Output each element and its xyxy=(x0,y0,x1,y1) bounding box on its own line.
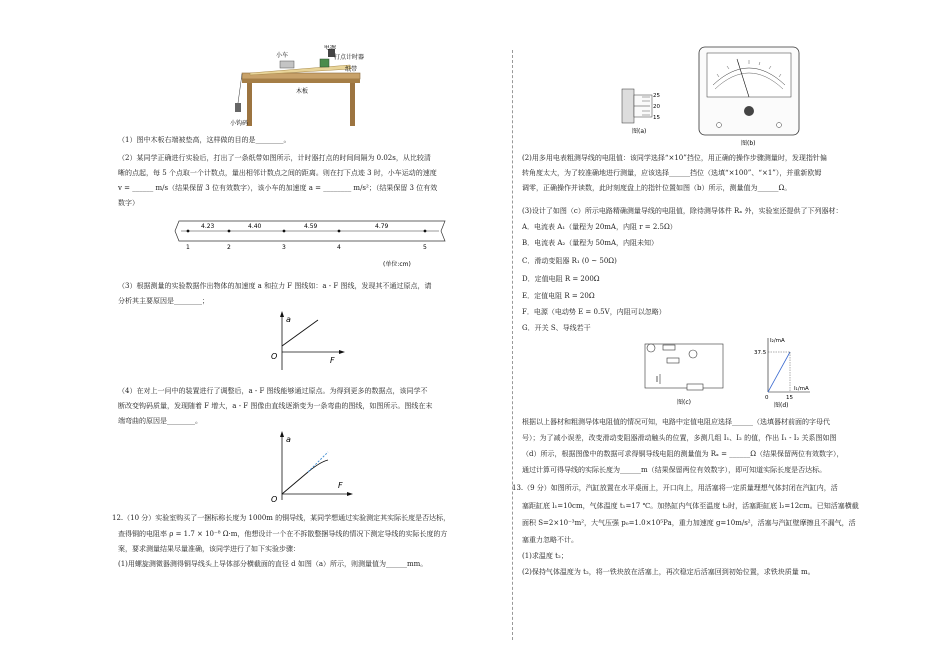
tape-unit: (单位:cm) xyxy=(383,261,411,268)
aF-graph-2 xyxy=(268,430,358,505)
option-c: C．滑动变阻器 R₁ (0 ~ 50Ω) xyxy=(522,257,617,265)
q11-part2-line4: 数字） xyxy=(118,199,139,207)
q12-line3: 案，要求测量结果尽量准确，该同学进行了如下实验步骤： xyxy=(118,545,300,553)
q12-part2-line3: 调零，正确操作并读数，此时刻度盘上的指针位置如图（b）所示，测量值为______Ω。 xyxy=(522,184,792,192)
apparatus-figure xyxy=(230,45,380,133)
label-power: 电源 xyxy=(324,45,337,51)
graph2-a-label: a xyxy=(286,435,291,444)
q11-part4-line2: 断改变钩码质量，发现随着 F 增大，a - F 图像由直线逐渐变为一条弯曲的图线，如图所示。图线在末 xyxy=(118,402,433,410)
q13-part1: (1)求温度 t₂； xyxy=(522,552,568,560)
option-g: G．开关 S、导线若干 xyxy=(522,324,591,332)
micrometer-figure xyxy=(620,85,675,135)
graph-d-y-tick: 37.5 xyxy=(754,350,767,356)
q11-part2-line3: v = ______ m/s（结果保留 3 位有效数字），该小车的加速度 a = ________ m/s²；（结果保留 3 位有效 xyxy=(118,184,438,192)
tape-dist-4: 4.79 xyxy=(375,223,389,230)
graph1-o-label: O xyxy=(271,352,278,361)
micrometer-15: 15 xyxy=(653,115,660,121)
q13-line2: 塞距缸底 l₁=10cm，气体温度 t₁=17 ℃。加热缸内气体至温度 t₂时，活塞距缸底 l₂=12cm。已知活塞横截 xyxy=(522,502,859,510)
option-e: E．定值电阻 R = 20Ω xyxy=(522,292,595,300)
label-weight: 小钩码 xyxy=(230,120,249,127)
option-d: D．定值电阻 R = 200Ω xyxy=(522,275,600,283)
tape-point-3: 3 xyxy=(282,244,286,251)
q13-line3: 面积 S=2×10⁻³m²，大气压强 p₀=1.0×10⁵Pa，重力加速度 g=10m/s²，活塞与汽缸壁摩擦且不漏气，活 xyxy=(522,519,856,527)
graph-d-x-label: I₁/mA xyxy=(794,386,809,392)
option-b: B．电流表 A₂（量程为 50mA，内阻未知） xyxy=(522,239,659,247)
q12-part3: (3)设计了如图（c）所示电路精确测量导线的电阻值，除待测导体件 Rₓ 外，实验室还提供了下列器材： xyxy=(522,207,843,215)
aF-graph-1 xyxy=(268,310,348,372)
q12-part2-line1: (2)用多用电表粗测导线的电阻值：该同学选择“×10”挡位，用正确的操作步骤测量时，发现指针偏 xyxy=(522,154,827,162)
label-cart: 小车 xyxy=(276,52,289,59)
graph1-a-label: a xyxy=(286,315,291,324)
q12-part1: (1)用螺旋测微器测得铜导线头上导体部分横截面的直径 d 如图（a）所示，则测量值为______mm。 xyxy=(118,560,428,568)
tape-point-4: 4 xyxy=(337,244,341,251)
q11-part3-line1: （3）根据测量的实验数据作出物体的加速度 a 和拉力 F 图线如：a - F 图线，发现其不通过原点，请 xyxy=(118,282,432,290)
q12-part3-line3: 号）；为了减小误差，改变滑动变阻器滑动触头的位置，多测几组 I₁、I₂ 的值，作出 I₁ - I₂ 关系图如图 xyxy=(522,434,837,442)
caption-fig-b: 图(b) xyxy=(741,140,756,147)
q11-part4-line1: （4）在对上一问中的装置进行了调整后，a - F 图线能够通过原点。为得到更多的数据点，该同学不 xyxy=(118,387,428,395)
q11-part2-line2: 晰的点起，每 5 个点取一个计数点，量出相邻计数点之间的距离。则在打下点迹 3 时，小车运动的速度 xyxy=(118,169,437,177)
tape-point-2: 2 xyxy=(227,244,231,251)
option-f: F．电源（电动势 E = 0.5V，内阻可以忽略） xyxy=(522,308,666,316)
graph2-f-label: F xyxy=(338,481,343,490)
graph-d-y-label: I₂/mA xyxy=(770,338,785,344)
graph-d-origin: 0 xyxy=(765,395,769,401)
q11-part3-line2: 分析其主要原因是________； xyxy=(118,297,209,305)
q12-line1: 12.（10 分）实验室购买了一捆标称长度为 1000m 的铜导线，某同学想通过实验测定其实际长度是否达标， xyxy=(112,514,451,522)
caption-fig-c: 图(c) xyxy=(677,399,691,406)
q13-line4: 塞重力忽略不计。 xyxy=(522,536,578,544)
column-divider xyxy=(512,50,513,640)
micrometer-20: 20 xyxy=(653,104,660,110)
circuit-figure xyxy=(637,336,747,406)
label-tape: 纸带 xyxy=(345,66,358,73)
label-board: 木板 xyxy=(296,88,309,95)
q13-part2: (2)保持气体温度为 t₂，将一铁块放在活塞上，再次稳定后活塞回到初始位置，求铁块质量 m。 xyxy=(522,568,815,576)
q12-part3-line4: （d）所示，根据图像中的数据可求得铜导线电阻的测量值为 Rₓ = ______Ω（结果保留两位有效数字）， xyxy=(522,450,844,458)
option-a: A．电流表 A₁（量程为 20mA，内阻 r = 2.5Ω） xyxy=(522,223,677,231)
q12-part3-line5: 通过计算可得导线的实际长度为______m（结果保留两位有效数字），即可知道实际长度是否达标。 xyxy=(522,466,827,474)
paper-tape-figure xyxy=(173,218,458,270)
q11-part4-line3: 端弯曲的原因是________。 xyxy=(118,417,202,425)
q11-part1: （1）图中木板右端被垫高，这样做的目的是________。 xyxy=(118,136,291,144)
graph1-f-label: F xyxy=(330,356,335,365)
graph2-o-label: O xyxy=(271,495,278,504)
q11-part2-line1: （2）某同学正确进行实验后，打出了一条纸带如图所示，计时器打点的时间间隔为 0.02s，从比较清 xyxy=(118,154,431,162)
q12-part3-line2: 根据以上器材和粗测导体电阻值的情况可知，电路中定值电阻应选择______（选填器材前面的字母代 xyxy=(522,418,830,426)
q12-line2: 查得铜的电阻率 ρ = 1.7 × 10⁻⁸ Ω·m，他想设计一个在不拆散整捆导线的情况下测定导线的实际长度的方 xyxy=(118,530,448,538)
q12-part2-line2: 转角度太大，为了较准确地进行测量，应该选择______挡位（选填“×100”、“×1”），并重新欧姆 xyxy=(522,169,822,177)
graph-d xyxy=(754,334,814,408)
q13-line1: 13.（9 分）如图所示，汽缸放置在水平桌面上，开口向上，用活塞将一定质量理想气体封闭在汽缸内，活 xyxy=(512,484,838,492)
tape-dist-3: 4.59 xyxy=(304,223,318,230)
multimeter-figure xyxy=(697,45,807,147)
tape-dist-2: 4.40 xyxy=(248,223,262,230)
micrometer-25: 25 xyxy=(653,93,660,99)
caption-fig-a: 图(a) xyxy=(632,128,647,135)
caption-fig-d: 图(d) xyxy=(774,402,789,408)
tape-point-1: 1 xyxy=(186,244,190,251)
tape-point-5: 5 xyxy=(423,244,427,251)
tape-dist-1: 4.23 xyxy=(201,223,215,230)
graph-d-x-tick: 15 xyxy=(786,395,793,401)
label-timer: 打点计时器 xyxy=(334,54,365,61)
